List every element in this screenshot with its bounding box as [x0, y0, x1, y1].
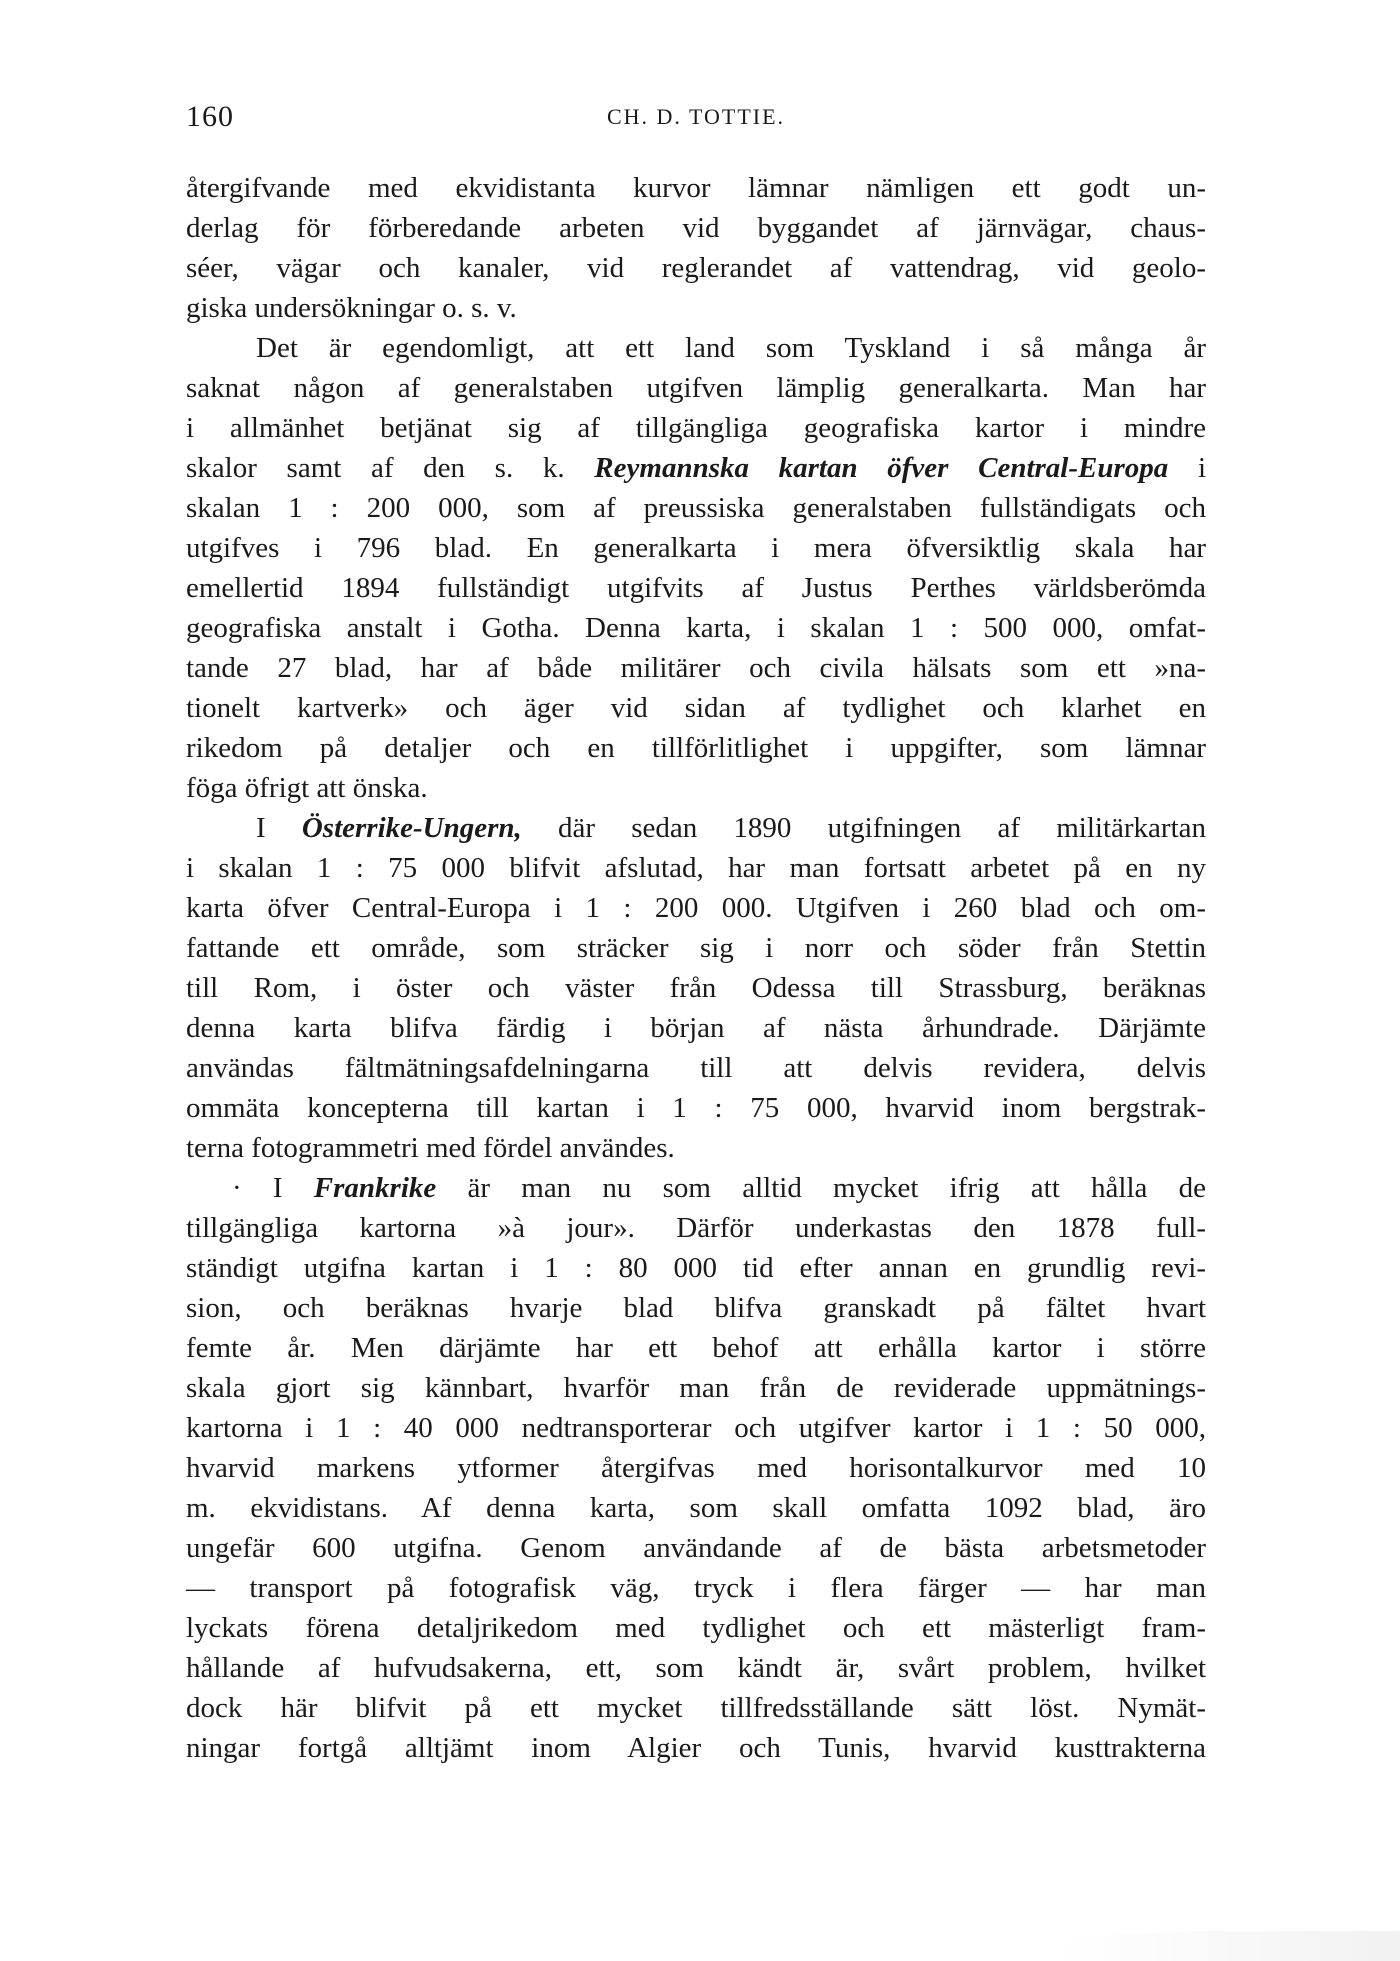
text-line: till Rom, i öster och väster från Odessa till Strassburg, beräknas — [186, 972, 1206, 1004]
text-line: femte år. Men därjämte har ett behof att erhålla kartor i större — [186, 1332, 1206, 1364]
text-line: föga öfrigt att önska. — [186, 772, 428, 804]
country-emphasis: Österrike-Ungern, — [301, 812, 522, 844]
text-line: karta öfver Central-Europa i 1 : 200 000. Utgifven i 260 blad och om- — [186, 892, 1206, 924]
text-run: är man nu som alltid mycket ifrig att hålla de — [436, 1172, 1206, 1204]
text-line: denna karta blifva färdig i början af nästa århundrade. Därjämte — [186, 1012, 1206, 1044]
text-line: saknat någon af generalstaben utgifven lämplig generalkarta. Man har — [186, 372, 1206, 404]
text-line: geografiska anstalt i Gotha. Denna karta, i skalan 1 : 500 000, omfat- — [186, 612, 1206, 644]
book-page — [186, 100, 1206, 1768]
map-title-emphasis: Reymannska kartan öfver Central-Europa — [594, 452, 1169, 484]
text-line: tande 27 blad, har af både militärer och civila hälsats som ett »na- — [186, 652, 1206, 684]
page-number: 160 — [186, 100, 234, 133]
text-line: tionelt kartverk» och äger vid sidan af tydlighet och klarhet en — [186, 692, 1206, 724]
text-line: hvarvid markens ytformer återgifvas med horisontalkurvor med 10 — [186, 1452, 1206, 1484]
text-run: I — [256, 812, 302, 844]
text-run: i — [1168, 452, 1206, 484]
text-line: skalan 1 : 200 000, som af preussiska generalstaben fullständigats och — [186, 492, 1206, 524]
text-run: där sedan 1890 utgifningen af militärkartan — [521, 812, 1206, 844]
text-run: skalor samt af den s. k. — [186, 452, 595, 484]
text-line: rikedom på detaljer och en tillförlitlighet i uppgifter, som lämnar — [186, 732, 1206, 764]
text-line: sion, och beräknas hvarje blad blifva granskadt på fältet hvart — [186, 1292, 1206, 1324]
text-line: m. ekvidistans. Af denna karta, som skall omfatta 1092 blad, äro — [186, 1492, 1206, 1524]
text-line: terna fotogrammetri med fördel användes. — [186, 1132, 675, 1164]
text-line: användas fältmätningsafdelningarna till att delvis revidera, delvis — [186, 1052, 1206, 1084]
text-line: — transport på fotografisk väg, tryck i flera färger — har man — [186, 1572, 1206, 1604]
scan-artifact — [1060, 1931, 1400, 1961]
text-line: Det är egendomligt, att ett land som Tyskland i så många år — [256, 332, 1206, 364]
text-line: ommäta koncepterna till kartan i 1 : 75 000, hvarvid inom bergstrak- — [186, 1092, 1206, 1124]
country-emphasis: Frankrike — [313, 1172, 437, 1204]
text-line: fattande ett område, som sträcker sig i norr och söder från Stettin — [186, 932, 1206, 964]
text-line: ningar fortgå alltjämt inom Algier och Tunis, hvarvid kusttrakterna — [186, 1732, 1206, 1764]
text-line: ungefär 600 utgifna. Genom användande af de bästa arbetsmetoder — [186, 1532, 1206, 1564]
text-line: lyckats förena detaljrikedom med tydlighet och ett mästerligt fram- — [186, 1612, 1206, 1644]
running-head — [186, 100, 1206, 140]
text-line — [186, 808, 1206, 848]
text-line: séer, vägar och kanaler, vid reglerandet af vattendrag, vid geolo- — [186, 252, 1206, 284]
text-line: kartorna i 1 : 40 000 nedtransporterar och utgifver kartor i 1 : 50 000, — [186, 1412, 1206, 1444]
text-line: dock här blifvit på ett mycket tillfredsställande sätt löst. Nymät- — [186, 1692, 1206, 1724]
text-line: skala gjort sig kännbart, hvarför man från de reviderade uppmätnings- — [186, 1372, 1206, 1404]
text-line: utgifves i 796 blad. En generalkarta i mera öfversiktlig skala har — [186, 532, 1206, 564]
text-line: i allmänhet betjänat sig af tillgängliga geografiska kartor i mindre — [186, 412, 1206, 444]
text-line: giska undersökningar o. s. v. — [186, 292, 517, 324]
text-line: i skalan 1 : 75 000 blifvit afslutad, har man fortsatt arbetet på en ny — [186, 852, 1206, 884]
text-line — [186, 1168, 1206, 1208]
text-run: · I — [232, 1172, 314, 1204]
text-line: emellertid 1894 fullständigt utgifvits af Justus Perthes världsberömda — [186, 572, 1206, 604]
body-text — [186, 168, 1206, 1768]
text-line — [186, 448, 1206, 488]
text-line: derlag för förberedande arbeten vid byggandet af järnvägar, chaus- — [186, 212, 1206, 244]
text-line: ständigt utgifna kartan i 1 : 80 000 tid efter annan en grundlig revi- — [186, 1252, 1206, 1284]
running-title: CH. D. TOTTIE. — [606, 104, 786, 129]
text-line: hållande af hufvudsakerna, ett, som kändt är, svårt problem, hvilket — [186, 1652, 1206, 1684]
text-line: tillgängliga kartorna »à jour». Därför underkastas den 1878 full- — [186, 1212, 1206, 1244]
text-line: återgifvande med ekvidistanta kurvor lämnar nämligen ett godt un- — [186, 172, 1206, 204]
